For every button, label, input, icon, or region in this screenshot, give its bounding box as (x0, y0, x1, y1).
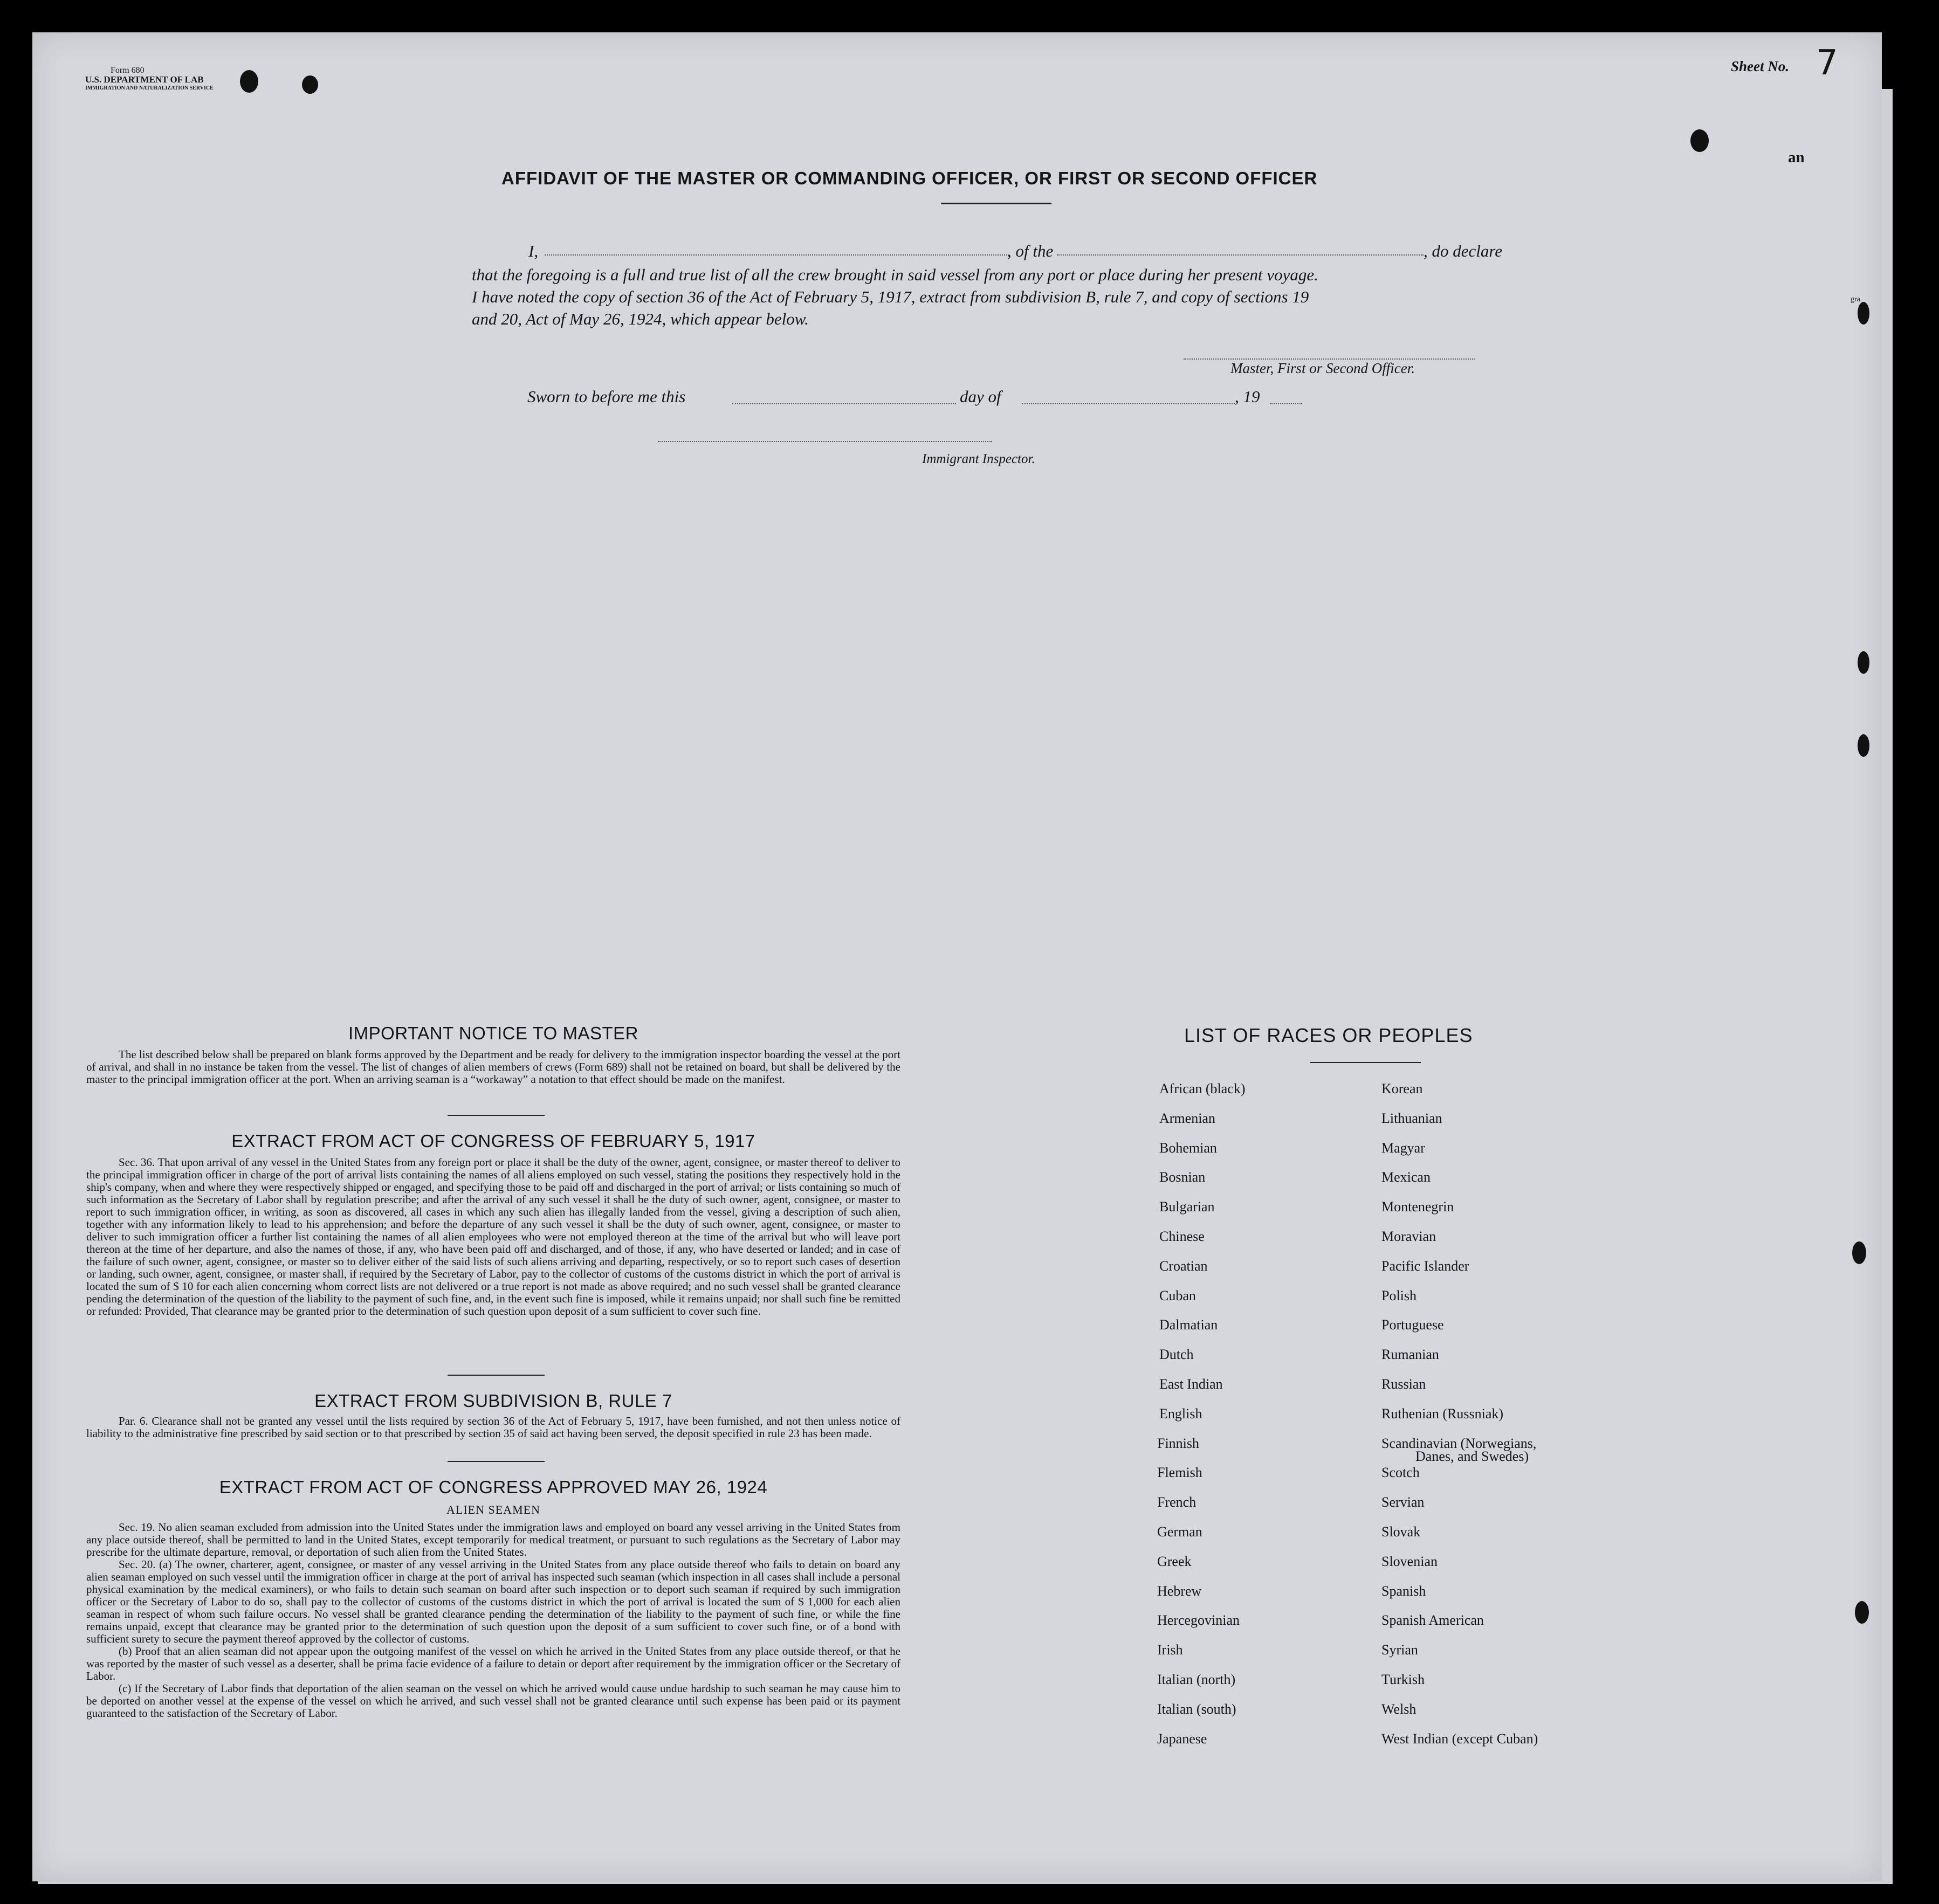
section-20c-paragraph: (c) If the Secretary of Labor finds that deportation of the alien seaman on the vessel on which he arrived would cause undue hardship to such seaman he may cause him to be deported on another vessel at the expense of the vessel on which he arrived, and such vessel shall not be granted clearance until such expense has been paid or its payment guaranteed to the satisfaction of the Secretary of Labor. (86, 1682, 900, 1720)
race-item: Slovak (1381, 1524, 1421, 1540)
race-item: Irish (1157, 1642, 1183, 1658)
race-item: Italian (north) (1157, 1672, 1236, 1687)
race-item: East Indian (1159, 1376, 1223, 1392)
extract-1917-title: EXTRACT FROM ACT OF CONGRESS OF FEBRUARY 5, 1917 (231, 1131, 755, 1151)
punch-hole (240, 70, 258, 93)
year-prefix: , 19 (1235, 387, 1260, 406)
inspector-label: Immigrant Inspector. (922, 452, 1035, 466)
sheet-number: 7 (1816, 43, 1838, 83)
race-item: Moravian (1381, 1229, 1436, 1244)
punch-hole (1858, 302, 1869, 325)
sheet-label: Sheet No. (1731, 58, 1789, 74)
race-item: Japanese (1157, 1731, 1207, 1747)
race-item-continuation: Danes, and Swedes) (1415, 1448, 1529, 1464)
race-item: Russian (1381, 1376, 1426, 1392)
section-divider (448, 1461, 545, 1462)
race-item: Portuguese (1381, 1317, 1444, 1333)
race-item: Korean (1381, 1081, 1423, 1096)
race-item: French (1157, 1494, 1197, 1510)
section-20a-paragraph: Sec. 20. (a) The owner, charterer, agent, consignee, or master of any vessel arriving in the United States from any place outside thereof who fails to detain on board any alien seaman employed on such vessel until the immigration officer in charge at the port of arrival has inspected such seaman (which inspection in all cases shall include a personal physical examination by the medical examiners), or who fails to detain such seaman on board after such inspection or to deport such seaman if required by such immigration officer or the Secretary of Labor to do so, shall pay to the collector of customs of the customs district in which the port of arrival is located the sum of $ 1,000 for each alien seaman in respect of whom such failure occurs. No vessel shall be granted clearance pending the determination of the liability to the payment of such fine, or while the fine remains unpaid, except that clearance may be granted prior to the determination of such question upon the deposit of a sum sufficient to cover such fine, or of a bond with sufficient surety to secure the payment thereof approved by the collector of customs. (86, 1558, 900, 1645)
sworn-day-field[interactable] (732, 403, 956, 404)
day-of-label: day of (960, 387, 1001, 406)
extract-1924-body (86, 1521, 900, 1720)
race-item: Bosnian (1159, 1169, 1206, 1185)
race-item: Dalmatian (1159, 1317, 1218, 1333)
vessel-prefix: , of the (1007, 242, 1054, 260)
extract-1924-subtitle: ALIEN SEAMEN (446, 1503, 540, 1516)
race-item: Slovenian (1381, 1554, 1438, 1569)
edge-fragment-text: an (1788, 149, 1805, 166)
declare-suffix: , do declare (1424, 242, 1503, 260)
declarant-prefix: I, (528, 242, 539, 260)
race-item: English (1159, 1406, 1202, 1422)
race-item: Syrian (1381, 1642, 1418, 1658)
race-item: Ruthenian (Russniak) (1381, 1406, 1504, 1422)
race-item: German (1157, 1524, 1202, 1540)
race-item: Croatian (1159, 1258, 1208, 1274)
punch-hole (1858, 651, 1869, 674)
race-item: Montenegrin (1381, 1199, 1454, 1215)
race-item: Scandinavian (Norwegians, (1381, 1436, 1537, 1451)
punch-hole (302, 75, 318, 94)
race-item: Finnish (1157, 1436, 1200, 1451)
declarant-name-field[interactable] (545, 254, 1009, 256)
title-divider (941, 203, 1051, 204)
section-divider (448, 1375, 545, 1376)
race-item: Rumanian (1381, 1347, 1439, 1362)
section-divider (448, 1115, 545, 1116)
punch-hole (1690, 129, 1709, 152)
race-item: Mexican (1381, 1169, 1431, 1185)
race-item: Lithuanian (1381, 1110, 1442, 1126)
race-item: Spanish (1381, 1583, 1426, 1599)
edge-fragment-text: gra (1851, 295, 1860, 303)
affidavit-line: that the foregoing is a full and true list of all the crew brought in said vessel from any port or place during her present voyage. (472, 265, 1318, 284)
notice-title: IMPORTANT NOTICE TO MASTER (348, 1023, 638, 1043)
extract-rule7-title: EXTRACT FROM SUBDIVISION B, RULE 7 (314, 1391, 672, 1411)
race-item: Bulgarian (1159, 1199, 1215, 1215)
affidavit-line: and 20, Act of May 26, 1924, which appear below. (472, 309, 809, 328)
signature-label: Master, First or Second Officer. (1230, 360, 1415, 376)
notice-body: The list described below shall be prepared on blank forms approved by the Department and be ready for delivery to the immigration inspector boarding the vessel at the port of arrival, and shall in no instance be taken from the vessel. The list of changes of alien members of crews (Form 689) shall not be retained on board, but shall be delivered by the master to the principal immigration officer at the port. When an arriving seaman is a “workaway” a notation to that effect should be made on the manifest. (86, 1048, 900, 1086)
punch-hole (1855, 1601, 1869, 1624)
master-signature-field[interactable] (1184, 358, 1475, 360)
race-item: Magyar (1381, 1140, 1425, 1156)
extract-1917-body: Sec. 36. That upon arrival of any vessel in the United States from any foreign port or place it shall be the duty of the owner, agent, consignee, or master thereof to deliver to the principal immigration officer in charge of the port of arrival lists containing the names of all aliens employed on such vessel, stating the positions they respectively hold in the ship's company, when and where they were respectively shipped or engaged, and specifying those to be paid off and discharged in the port of arrival; or lists containing so much of such information as the Secretary of Labor shall by regulation prescribe; and after the arrival of any such vessel it shall be the duty of such owner, agent, consignee, or master to report to such immigration officer, in writing, as soon as discovered, all cases in which any such alien has illegally landed from the vessel, giving a description of such alien, together with any information likely to lead to his apprehension; and before the departure of any such vessel it shall be the duty of such owner, agent, consignee, or master to deliver to such immigration officer a further list containing the names of all alien employees who were not employed thereon at the time of the arrival but who will leave port thereon at the time of her departure, and also the names of those, if any, who have been paid off and discharged, and of those, if any, who have deserted or landed; and in case of the failure of such owner, agent, consignee, or master so to deliver either of the said lists of such aliens arriving and departing, respectively, or so to report such cases of desertion or landing, such owner, agent, consignee, or master shall, if required by the Secretary of Labor, pay to the collector of customs of the customs district in which the port of arrival is located the sum of $ 10 for each alien concerning whom correct lists are not delivered or a true report is not made as above required; and no such vessel shall be granted clearance pending the determination of the question of the liability to the payment of such fine, and, in the event such fine is imposed, while it remains unpaid; nor shall such fine be remitted or refunded: Provided, That clearance may be granted prior to the determination of such question upon deposit of a sum sufficient to cover such fine. (86, 1156, 900, 1317)
race-item: Italian (south) (1157, 1701, 1236, 1717)
sworn-label: Sworn to before me this (527, 387, 686, 406)
races-title: LIST OF RACES OR PEOPLES (1184, 1024, 1473, 1046)
race-item: Dutch (1159, 1347, 1194, 1362)
vessel-name-field[interactable] (1057, 254, 1424, 256)
race-item: Greek (1157, 1554, 1192, 1569)
race-item: West Indian (except Cuban) (1381, 1731, 1538, 1747)
punch-hole (1858, 734, 1869, 757)
race-item: Pacific Islander (1381, 1258, 1469, 1274)
extract-1924-title: EXTRACT FROM ACT OF CONGRESS APPROVED MAY 26, 1924 (219, 1477, 768, 1497)
form-number: Form 680 (111, 66, 145, 75)
punch-hole (1852, 1241, 1866, 1264)
races-divider (1310, 1062, 1421, 1063)
race-item: Turkish (1381, 1672, 1425, 1687)
section-20b-paragraph: (b) Proof that an alien seaman did not appear upon the outgoing manifest of the vessel on which he arrived in the United States from any place outside thereof, or that he was reported by the master of such vessel as a deserter, shall be prima facie evidence of a failure to detain or deport after requirement by the immigration officer or the Secretary of Labor. (86, 1645, 900, 1682)
section-19-paragraph: Sec. 19. No alien seaman excluded from admission into the United States under the immigration laws and employed on board any vessel arriving in the United States from any place outside thereof, shall be permitted to land in the United States, except temporarily for medical treatment, or pursuant to such regulations as the Secretary of Labor may prescribe for the ultimate departure, removal, or deportation of such alien from the United States. (86, 1521, 900, 1558)
race-item: Hercegovinian (1157, 1612, 1240, 1628)
affidavit-title: AFFIDAVIT OF THE MASTER OR COMMANDING OFFICER, OR FIRST OR SECOND OFFICER (501, 168, 1318, 188)
service-name: IMMIGRATION AND NATURALIZATION SERVICE (85, 85, 214, 91)
extract-rule7-body: Par. 6. Clearance shall not be granted any vessel until the lists required by section 36 of the Act of February 5, 1917, have been furnished, and not then unless notice of liability to the administrative fine prescribed by said section or to that prescribed by section 35 of said act having been served, the deposit specified in rule 23 has been made. (86, 1415, 900, 1440)
race-item: Chinese (1159, 1229, 1205, 1244)
race-item: Scotch (1381, 1465, 1420, 1480)
race-item: Cuban (1159, 1288, 1196, 1303)
affidavit-line: I have noted the copy of section 36 of the Act of February 5, 1917, extract from subdivision B, rule 7, and copy of sections 19 (472, 287, 1309, 306)
department-name: U.S. DEPARTMENT OF LAB (85, 74, 204, 85)
race-item: Armenian (1159, 1110, 1215, 1126)
race-item: Flemish (1157, 1465, 1202, 1480)
race-item: Polish (1381, 1288, 1417, 1303)
race-item: Welsh (1381, 1701, 1417, 1717)
sworn-month-field[interactable] (1022, 403, 1235, 404)
race-item: African (black) (1159, 1081, 1246, 1096)
sworn-year-field[interactable] (1270, 403, 1302, 404)
race-item: Bohemian (1159, 1140, 1217, 1156)
race-item: Spanish American (1381, 1612, 1484, 1628)
race-item: Hebrew (1157, 1583, 1202, 1599)
inspector-signature-field[interactable] (658, 441, 992, 442)
race-item: Servian (1381, 1494, 1425, 1510)
